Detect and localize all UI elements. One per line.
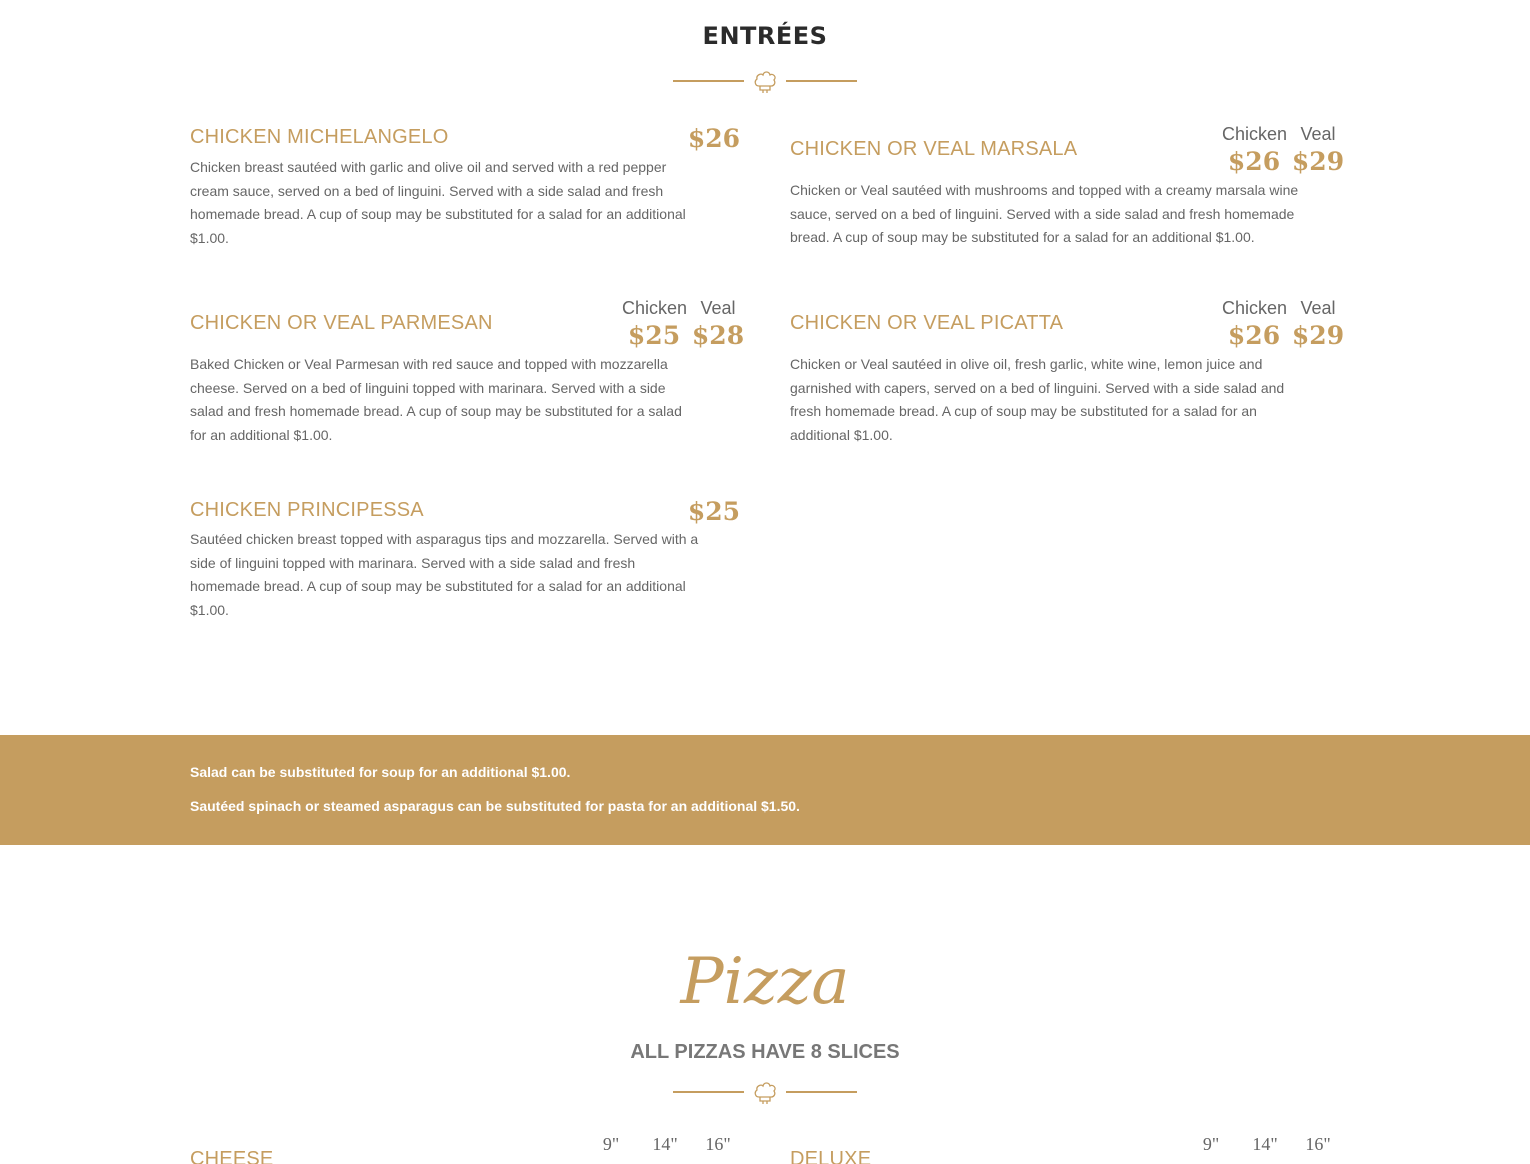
price-veal — [1286, 124, 1350, 176]
pizza-item-deluxe — [790, 1134, 1340, 1164]
price-label: Veal — [700, 298, 736, 318]
price-chicken — [1222, 298, 1286, 350]
note-line-1: Salad can be substituted for soup for an additional $1.00. — [190, 764, 571, 780]
item-description: Baked Chicken or Veal Parmesan with red sauce and topped with mozzarella cheese. Served on a bed of linguini topped with marinara. Served with a side salad and fresh homemade bread. A cup of soup may be substituted for a salad for an additional $1.00. — [190, 356, 682, 444]
size-16 — [698, 1134, 738, 1155]
pizza-heading: Pizza — [680, 945, 850, 1019]
size-9 — [591, 1134, 631, 1155]
chef-hat-icon — [753, 1080, 777, 1106]
price-label: Veal — [1300, 124, 1336, 144]
pizza-item-cheese — [190, 1134, 740, 1164]
menu-item-chicken-principessa — [190, 497, 740, 619]
item-name: CHICKEN PRINCIPESSA — [190, 499, 424, 521]
size-label: 9" — [1202, 1134, 1220, 1154]
note-line-2: Sautéed spinach or steamed asparagus can be substituted for pasta for an additional $1.50. — [190, 798, 800, 814]
price-value: $29 — [1291, 147, 1345, 176]
menu-item-chicken-michelangelo — [190, 124, 740, 247]
item-price: $25 — [687, 497, 740, 526]
price-label: Veal — [1300, 298, 1336, 318]
item-name: DELUXE — [790, 1148, 872, 1164]
item-description: Chicken or Veal sautéed in olive oil, fresh garlic, white wine, lemon juice and garnished with capers, served on a bed of linguini. Served with a side salad and fresh homemade bread. A cup of soup may be substituted for a salad for an additional $1.00. — [790, 356, 1285, 444]
item-name: CHICKEN OR VEAL MARSALA — [790, 138, 1078, 160]
item-name: CHICKEN OR VEAL PARMESAN — [190, 312, 493, 334]
item-description: Sautéed chicken breast topped with asparagus tips and mozzarella. Served with a side of linguini topped with marinara. Served with a side salad and fresh homemade bread. A cup of soup may be substituted for a salad for an additional $1.00. — [190, 531, 699, 619]
price-chicken — [622, 298, 686, 350]
price-label: Chicken — [1222, 298, 1288, 318]
substitution-notes-band — [0, 735, 1530, 845]
size-label: 16" — [1305, 1134, 1331, 1154]
price-label: Chicken — [1222, 124, 1288, 144]
size-9 — [1191, 1134, 1231, 1155]
size-16 — [1298, 1134, 1338, 1155]
size-label: 14" — [1252, 1134, 1278, 1154]
item-description: Chicken or Veal sautéed with mushrooms and topped with a creamy marsala wine sauce, served on a bed of linguini. Served with a side salad and fresh homemade bread. A cup of soup may be substituted for a salad for an additional $1.00. — [790, 182, 1299, 246]
price-veal — [686, 298, 750, 350]
price-value: $25 — [627, 321, 681, 350]
price-value: $28 — [691, 321, 745, 350]
price-chicken — [1222, 124, 1286, 176]
item-price: $26 — [687, 124, 740, 153]
menu-item-chicken-or-veal-marsala — [790, 124, 1345, 254]
menu-item-chicken-or-veal-parmesan — [190, 298, 745, 448]
size-label: 16" — [705, 1134, 731, 1154]
entrees-heading: ENTRÉES — [702, 22, 828, 50]
pizza-divider — [673, 1080, 857, 1106]
item-description: Chicken breast sautéed with garlic and olive oil and served with a red pepper cream sauce, served on a bed of linguini. Served with a side salad and fresh homemade bread. A cup of soup may be substituted for a salad for an additional $1.00. — [190, 159, 686, 247]
size-label: 14" — [652, 1134, 678, 1154]
item-name: CHEESE — [190, 1148, 274, 1164]
size-label: 9" — [602, 1134, 620, 1154]
chef-hat-icon — [753, 69, 777, 95]
price-label: Chicken — [622, 298, 688, 318]
size-14 — [645, 1134, 685, 1155]
entrees-divider — [673, 69, 857, 95]
pizza-subtitle: ALL PIZZAS HAVE 8 SLICES — [630, 1041, 900, 1063]
price-value: $29 — [1291, 321, 1345, 350]
menu-item-chicken-or-veal-picatta — [790, 298, 1345, 448]
size-14 — [1245, 1134, 1285, 1155]
price-value: $26 — [1227, 147, 1281, 176]
price-value: $26 — [1227, 321, 1281, 350]
item-name: CHICKEN OR VEAL PICATTA — [790, 312, 1064, 334]
price-veal — [1286, 298, 1350, 350]
item-name: CHICKEN MICHELANGELO — [190, 126, 449, 148]
